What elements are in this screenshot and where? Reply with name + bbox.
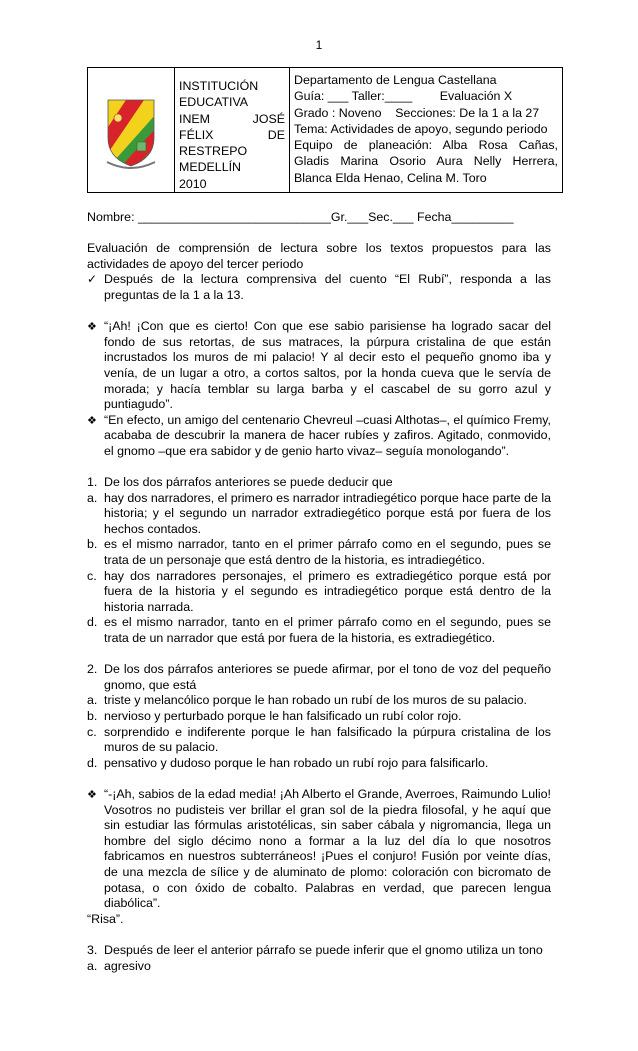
- institution-cell: [175, 68, 290, 193]
- intro-paragraph: Evaluación de comprensión de lectura sobre los textos propuestos para las actividades de apoyo del tercer periodo: [87, 241, 551, 271]
- dept-line-7: Blanca Elda Henao, Celina M. Toro: [294, 170, 487, 185]
- department-cell: [290, 68, 563, 193]
- quote-1-text: “¡Ah! ¡Con que es cierto! Con que ese sabio parisiense ha logrado sacar del fondo de sus retortas, de sus matraces, la púrpura cristalina de que están incrustados los muros de mi palacio! Y al decir esto el pequeño gnomo iba y venía, de un lugar a otro, a cortos saltos, por la honda cueva que le servía de morada; y hacía temblar su larga barba y el cascabel de su gorro azul y puntiagudo”.: [104, 319, 551, 412]
- question-text: De los dos párrafos anteriores se puede afirmar, por el tono de voz del pequeño gnomo, que está: [104, 662, 551, 692]
- question-2-option-a: [87, 693, 551, 709]
- question-2-option-d: [87, 756, 551, 772]
- question-number: 1.: [87, 475, 98, 490]
- question-3-option-a: [87, 959, 551, 975]
- dept-line-2: Guía: ___ Taller:____ Evaluación X: [294, 89, 513, 104]
- instruction-text: Después de la lectura comprensiva del cuento “El Rubí”, responda a las preguntas de la 1 a la 13.: [104, 272, 551, 302]
- question-2: [87, 662, 551, 693]
- header-table: [87, 67, 563, 193]
- question-2-option-c: [87, 725, 551, 756]
- diamond-bullet-icon: ❖: [87, 414, 97, 427]
- institution-line-7: 2010: [179, 176, 207, 191]
- option-letter: b.: [87, 537, 98, 552]
- option-text: es el mismo narrador, tanto en el primer párrafo como en el segundo, pues se trata de un personaje que está dentro de la historia, es intradiegético.: [104, 537, 551, 568]
- question-number: 3.: [87, 942, 98, 957]
- question-1-option-d: [87, 615, 551, 646]
- option-text: es el mismo narrador, tanto en el primer párrafo como en el segundo, pues se trata de un narrador que está por fuera de la historia, es extradiegético.: [104, 615, 551, 646]
- quote-2-text: “En efecto, un amigo del centenario Chevreul –cuasi Althotas–, el químico Fremy, acababa de descubrir la manera de hacer rubíes y zafiros. Agitado, conmovido, el gnomo –que era sabidor y de genio harto vivaz– seguía monologando”.: [104, 412, 551, 458]
- question-3: [87, 943, 551, 959]
- dept-line-6: Gladis Marina Osorio Aura Nelly Herrera,: [294, 154, 558, 169]
- instruction-item: [87, 272, 551, 303]
- dept-line-1: Departamento de Lengua Castellana: [294, 73, 497, 87]
- option-letter: c.: [87, 724, 97, 739]
- institution-line-1: INSTITUCIÓN: [179, 79, 259, 93]
- institution-crest-logo: [106, 94, 156, 170]
- question-1-option-b: [87, 537, 551, 568]
- institution-line-3: INEM JOSÉ: [179, 111, 285, 126]
- checkmark-icon: ✓: [87, 272, 98, 287]
- diamond-bullet-icon: ❖: [87, 321, 97, 334]
- institution-line-6: MEDELLÍN: [179, 160, 241, 175]
- question-text: De los dos párrafos anteriores se puede deducir que: [104, 475, 393, 490]
- option-text: triste y melancólico porque le han robado un rubí de los muros de su palacio.: [104, 693, 527, 708]
- logo-cell: [88, 68, 175, 193]
- quote-3: [87, 787, 551, 912]
- question-1: [87, 475, 551, 491]
- question-number: 2.: [87, 662, 98, 677]
- dept-line-5: Equipo de planeación: Alba Rosa Cañas,: [294, 138, 558, 153]
- diamond-bullet-icon: ❖: [87, 788, 97, 801]
- option-text: agresivo: [104, 958, 151, 973]
- risa-line: “Risa”.: [87, 911, 124, 926]
- quote-1: [87, 319, 551, 413]
- name-line: Nombre: ____________________________Gr.___Sec.___ Fecha_________: [87, 210, 514, 224]
- option-text: hay dos narradores, el primero es narrador intradiegético porque hace parte de la historia; y el segundo un narrador extradiegético porque está por fuera de los hechos contados.: [104, 490, 552, 536]
- quote-2: [87, 413, 551, 460]
- quote-3-text: “-¡Ah, sabios de la edad media! ¡Ah Alberto el Grande, Averroes, Raimundo Lulio! Vosotros no pudisteis ver brillar el gran sol de la piedra filosofal, y he aquí que sin estudiar las fórmulas aristotélicas, sin saber cábala y nigromancia, llega un hombre del siglo décimo nono a formar a la luz del día lo que nosotros fabricamos en nuestros subterráneos! ¡Pues el conjuro! Fusión por veinte días, de una mezcla de sílice y de aluminato de plomo: coloración con bicromato de potasa, o con óxido de cobalto. Palabras en verdad, que parecen lengua diabólica”.: [104, 786, 551, 911]
- question-1-option-a: [87, 491, 551, 538]
- option-text: sorprendido e indiferente porque le han falsificado la púrpura cristalina de los muros de su palacio.: [104, 724, 551, 755]
- institution-line-2: EDUCATIVA: [179, 95, 249, 110]
- option-text: hay dos narradores personajes, el primero es extradiegético porque está por fuera de la historia y el segundo es intradiegético porque está dentro de la historia narrada.: [104, 568, 551, 614]
- option-letter: c.: [87, 568, 97, 583]
- option-letter: a.: [87, 490, 98, 505]
- option-letter: d.: [87, 755, 98, 770]
- question-text: Después de leer el anterior párrafo se puede inferir que el gnomo utiliza un tono: [104, 942, 543, 957]
- option-text: nervioso y perturbado porque le han falsificado un rubí color rojo.: [104, 709, 462, 723]
- institution-line-5: RESTREPO: [179, 144, 248, 159]
- institution-line-4: FÉLIX DE: [179, 127, 285, 142]
- option-letter: d.: [87, 615, 98, 630]
- question-1-option-c: [87, 569, 551, 616]
- option-letter: a.: [87, 958, 98, 973]
- dept-line-4: Tema: Actividades de apoyo, segundo periodo: [294, 121, 548, 136]
- option-text: pensativo y dudoso porque le han robado un rubí rojo para falsificarlo.: [104, 755, 489, 770]
- question-2-option-b: [87, 709, 551, 725]
- page-number: 1: [315, 38, 323, 52]
- option-letter: a.: [87, 693, 98, 708]
- option-letter: b.: [87, 709, 98, 723]
- dept-line-3: Grado : Noveno Secciones: De la 1 a la 27: [294, 105, 540, 120]
- document-body: [87, 210, 551, 974]
